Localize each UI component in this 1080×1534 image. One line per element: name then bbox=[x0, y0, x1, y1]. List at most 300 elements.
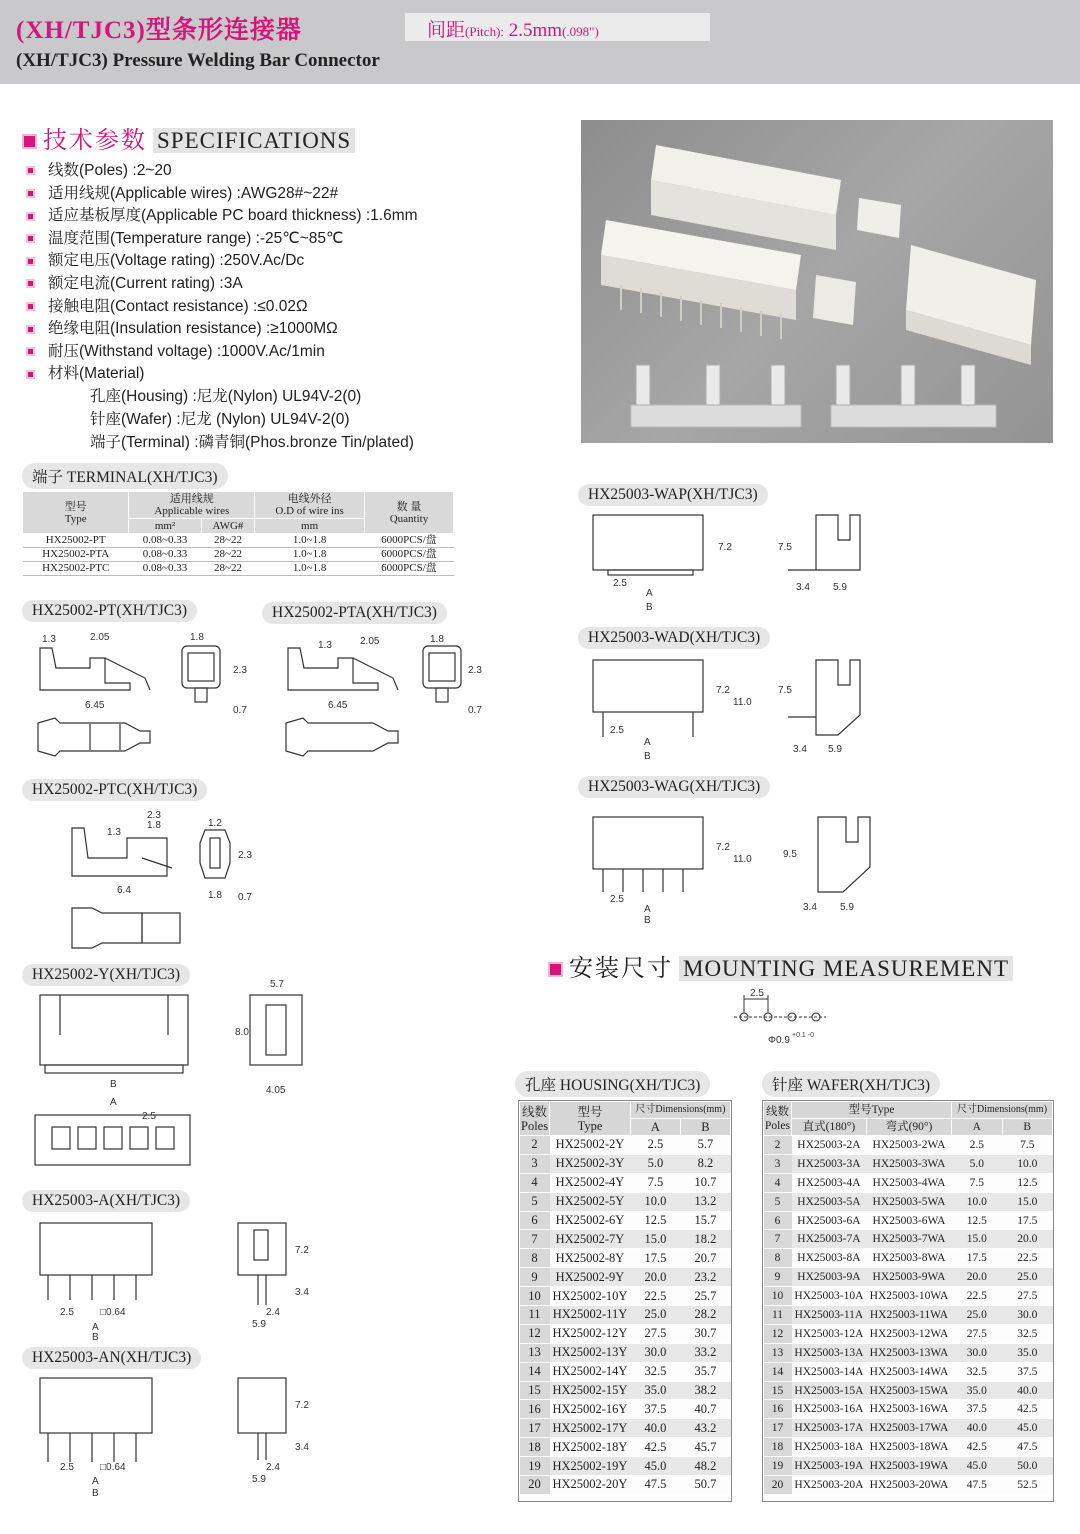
table-cell: 6 bbox=[764, 1211, 792, 1230]
h-th-poles bbox=[520, 1102, 550, 1136]
table-row bbox=[520, 1306, 731, 1325]
spec-item bbox=[26, 226, 343, 248]
table-row bbox=[520, 1400, 731, 1419]
table-row bbox=[520, 1457, 731, 1476]
h-th-dim: 尺寸Dimensions(mm) bbox=[630, 1102, 730, 1119]
dim-pt-13: 1.3 bbox=[42, 634, 56, 645]
bullet-icon bbox=[26, 189, 35, 198]
dim-y-57: 5.7 bbox=[270, 979, 284, 990]
dim-pt-645: 6.45 bbox=[85, 700, 105, 711]
housing-table-frame bbox=[518, 1100, 732, 1502]
spec-text: 绝缘电阻(Insulation resistance) :≥1000MΩ bbox=[48, 320, 338, 338]
bullet-square-icon bbox=[548, 962, 563, 977]
table-row bbox=[764, 1287, 1053, 1306]
table-cell: 17.5 bbox=[630, 1249, 680, 1268]
table-cell: HX25002-19Y bbox=[550, 1457, 631, 1476]
table-cell: HX25003-14WA bbox=[866, 1362, 951, 1381]
table-cell: 3 bbox=[520, 1154, 550, 1173]
table-cell: 6 bbox=[520, 1211, 550, 1230]
table-row bbox=[764, 1457, 1053, 1476]
dim-ptc-18b: 1.8 bbox=[208, 890, 222, 901]
th-mm: mm bbox=[255, 519, 365, 534]
dim-wad-A: A bbox=[644, 737, 651, 748]
table-cell: 5 bbox=[764, 1192, 792, 1211]
table-cell: HX25002-2Y bbox=[550, 1136, 631, 1155]
table-cell: 13 bbox=[764, 1343, 792, 1362]
drawing-an bbox=[30, 1372, 320, 1502]
bullet-icon bbox=[26, 347, 35, 356]
spec-item bbox=[26, 361, 144, 383]
table-cell: HX25003-13A bbox=[792, 1343, 867, 1362]
table-cell: 32.5 bbox=[1002, 1324, 1052, 1343]
material-housing: 孔座(Housing) :尼龙(Nylon) UL94V-2(0) bbox=[90, 388, 362, 405]
dim-pt-23: 2.3 bbox=[233, 665, 247, 676]
w-th-straight: 直式(180°) bbox=[792, 1119, 867, 1136]
table-cell: 9 bbox=[764, 1268, 792, 1287]
wafer-table-frame bbox=[762, 1100, 1054, 1502]
table-cell: 2 bbox=[764, 1136, 792, 1155]
mount-pitch: 2.5 bbox=[750, 988, 764, 999]
table-cell: 23.2 bbox=[680, 1268, 730, 1287]
table-cell: 14 bbox=[764, 1362, 792, 1381]
table-cell: 28.2 bbox=[680, 1306, 730, 1325]
material-wafer: 针座(Wafer) :尼龙 (Nylon) UL94V-2(0) bbox=[90, 411, 350, 428]
table-cell: 13.2 bbox=[680, 1192, 730, 1211]
table-cell: 37.5 bbox=[952, 1400, 1002, 1419]
specs-title-en: SPECIFICATIONS bbox=[153, 128, 355, 153]
table-cell: 18.2 bbox=[680, 1230, 730, 1249]
table-cell: 13 bbox=[520, 1343, 550, 1362]
mounting-title-en: MOUNTING MEASUREMENT bbox=[679, 956, 1013, 981]
spec-text: 适用线规(Applicable wires) :AWG28#~22# bbox=[48, 184, 339, 202]
table-cell: HX25003-18WA bbox=[866, 1438, 951, 1457]
table-cell: 28~22 bbox=[201, 562, 255, 576]
table-cell: 1.0~1.8 bbox=[255, 548, 365, 562]
table-cell: HX25002-12Y bbox=[550, 1324, 631, 1343]
table-cell: 25.0 bbox=[1002, 1268, 1052, 1287]
dim-a-34: 3.4 bbox=[295, 1287, 309, 1298]
table-cell: 15.0 bbox=[1002, 1192, 1052, 1211]
table-cell: HX25003-14A bbox=[792, 1362, 867, 1381]
label-an: HX25003-AN(XH/TJC3) bbox=[22, 1347, 201, 1369]
dim-wag-72: 7.2 bbox=[716, 842, 730, 853]
h-th-type bbox=[550, 1102, 631, 1136]
dim-an-59: 5.9 bbox=[252, 1474, 266, 1485]
table-cell: 47.5 bbox=[1002, 1438, 1052, 1457]
table-cell: 6000PCS/盘 bbox=[364, 534, 453, 548]
bullet-icon bbox=[26, 325, 35, 334]
table-cell: 20 bbox=[520, 1476, 550, 1495]
table-cell: HX25003-8WA bbox=[866, 1249, 951, 1268]
mounting-heading bbox=[548, 948, 1013, 983]
table-cell: HX25003-17A bbox=[792, 1419, 867, 1438]
bullet-square-icon bbox=[22, 134, 37, 149]
table-cell: 7 bbox=[520, 1230, 550, 1249]
table-cell: HX25003-10WA bbox=[866, 1287, 951, 1306]
mounting-title-cn: 安装尺寸 bbox=[569, 955, 673, 982]
table-row bbox=[764, 1362, 1053, 1381]
table-cell: 10.0 bbox=[1002, 1154, 1052, 1173]
table-cell: HX25002-16Y bbox=[550, 1400, 631, 1419]
table-cell: 12 bbox=[520, 1324, 550, 1343]
wafer-table bbox=[763, 1101, 1053, 1495]
bullet-icon bbox=[26, 234, 35, 243]
pitch-label-en: (Pitch): bbox=[465, 24, 505, 39]
table-row bbox=[520, 1381, 731, 1400]
table-cell: 42.5 bbox=[952, 1438, 1002, 1457]
table-cell: HX25003-20WA bbox=[866, 1476, 951, 1495]
table-cell: 11 bbox=[520, 1306, 550, 1325]
th-type-en: Type bbox=[64, 512, 87, 525]
table-cell: HX25002-4Y bbox=[550, 1173, 631, 1192]
dim-a-064: □0.64 bbox=[100, 1307, 126, 1318]
table-cell: 27.5 bbox=[1002, 1287, 1052, 1306]
table-cell: 40.0 bbox=[952, 1419, 1002, 1438]
table-row bbox=[23, 534, 454, 548]
table-cell: 22.5 bbox=[952, 1287, 1002, 1306]
table-cell: HX25003-19WA bbox=[866, 1457, 951, 1476]
th-qty-cn: 数 量 bbox=[396, 500, 422, 513]
dim-y-25: 2.5 bbox=[142, 1111, 156, 1122]
table-cell: 50.0 bbox=[1002, 1457, 1052, 1476]
dim-wad-59: 5.9 bbox=[828, 744, 842, 755]
th-wires bbox=[129, 492, 255, 519]
table-row bbox=[520, 1324, 731, 1343]
spec-item bbox=[26, 248, 304, 270]
table-cell: 27.5 bbox=[952, 1324, 1002, 1343]
table-cell: HX25002-10Y bbox=[550, 1287, 631, 1306]
table-cell: 17 bbox=[520, 1419, 550, 1438]
table-cell: 2.5 bbox=[630, 1136, 680, 1155]
table-cell: 30.0 bbox=[630, 1343, 680, 1362]
pitch-value: 2.5mm bbox=[508, 20, 563, 41]
table-cell: 28~22 bbox=[201, 534, 255, 548]
label-wag: HX25003-WAG(XH/TJC3) bbox=[578, 776, 770, 798]
table-cell: 20.0 bbox=[952, 1268, 1002, 1287]
specs-title-cn: 技术参数 bbox=[43, 127, 147, 154]
drawing-pta bbox=[278, 628, 488, 778]
pitch-inch: (.098") bbox=[562, 24, 599, 39]
bullet-icon bbox=[26, 212, 35, 221]
dim-pt-205: 2.05 bbox=[90, 632, 110, 643]
table-cell: 6000PCS/盘 bbox=[364, 548, 453, 562]
dim-an-064: □0.64 bbox=[100, 1462, 126, 1473]
dim-y-B: B bbox=[110, 1079, 117, 1090]
table-cell: 33.2 bbox=[680, 1343, 730, 1362]
table-cell: 17.5 bbox=[952, 1249, 1002, 1268]
table-cell: HX25003-19A bbox=[792, 1457, 867, 1476]
dim-wap-59: 5.9 bbox=[833, 582, 847, 593]
dim-a-59: 5.9 bbox=[252, 1319, 266, 1330]
table-row bbox=[520, 1211, 731, 1230]
w-th-bent: 弯式(90°) bbox=[866, 1119, 951, 1136]
dim-an-24: 2.4 bbox=[266, 1462, 280, 1473]
th-wires-en: Applicable wires bbox=[154, 505, 230, 517]
page-title-cn: (XH/TJC3)型条形连接器 bbox=[16, 17, 302, 44]
table-cell: HX25003-18A bbox=[792, 1438, 867, 1457]
table-cell: HX25003-16A bbox=[792, 1400, 867, 1419]
table-cell: HX25003-3WA bbox=[866, 1154, 951, 1173]
label-wap: HX25003-WAP(XH/TJC3) bbox=[578, 484, 768, 506]
table-cell: 8 bbox=[764, 1249, 792, 1268]
table-cell: HX25002-8Y bbox=[550, 1249, 631, 1268]
table-row bbox=[764, 1154, 1053, 1173]
table-cell: 9 bbox=[520, 1268, 550, 1287]
dim-pta-07: 0.7 bbox=[468, 705, 482, 716]
spec-item bbox=[26, 203, 418, 225]
dim-wag-34: 3.4 bbox=[803, 902, 817, 913]
w-th-dim: 尺寸Dimensions(mm) bbox=[952, 1102, 1053, 1119]
table-cell: 30.0 bbox=[952, 1343, 1002, 1362]
table-row bbox=[520, 1362, 731, 1381]
dim-an-25: 2.5 bbox=[60, 1462, 74, 1473]
w-th-poles-cn: 线数 bbox=[766, 1105, 789, 1118]
specs-heading bbox=[22, 120, 355, 155]
spec-item bbox=[26, 339, 325, 361]
table-row bbox=[520, 1268, 731, 1287]
table-cell: 37.5 bbox=[630, 1400, 680, 1419]
spec-item bbox=[26, 316, 338, 338]
table-cell: 1.0~1.8 bbox=[255, 534, 365, 548]
table-row bbox=[764, 1438, 1053, 1457]
label-pta: HX25002-PTA(XH/TJC3) bbox=[262, 602, 447, 624]
th-wires-cn: 适用线规 bbox=[169, 493, 214, 505]
terminal-table bbox=[22, 491, 454, 576]
dim-pta-205: 2.05 bbox=[360, 636, 380, 647]
table-row bbox=[764, 1400, 1053, 1419]
table-cell: 11 bbox=[764, 1306, 792, 1325]
table-row bbox=[520, 1419, 731, 1438]
product-photo bbox=[581, 120, 1053, 443]
table-row bbox=[520, 1343, 731, 1362]
table-cell: HX25002-PT bbox=[23, 534, 129, 548]
label-a: HX25003-A(XH/TJC3) bbox=[22, 1190, 190, 1212]
table-cell: 7.5 bbox=[1002, 1136, 1052, 1155]
table-row bbox=[764, 1136, 1053, 1155]
mount-tolerance: +0.1 -0 bbox=[792, 1032, 814, 1039]
dim-pta-23: 2.3 bbox=[468, 665, 482, 676]
table-row bbox=[764, 1381, 1053, 1400]
table-cell: 0.08~0.33 bbox=[129, 534, 201, 548]
table-cell: 35.0 bbox=[630, 1381, 680, 1400]
dim-pta-645: 6.45 bbox=[328, 700, 348, 711]
h-th-A: A bbox=[630, 1119, 680, 1136]
dim-wag-95: 9.5 bbox=[783, 849, 797, 860]
dim-pt-07: 0.7 bbox=[233, 705, 247, 716]
dim-wag-A: A bbox=[644, 904, 651, 915]
table-row bbox=[764, 1173, 1053, 1192]
table-cell: HX25003-15WA bbox=[866, 1381, 951, 1400]
table-cell: HX25003-2WA bbox=[866, 1136, 951, 1155]
dim-an-B: B bbox=[92, 1488, 99, 1499]
dim-y-A: A bbox=[110, 1097, 117, 1108]
table-cell: HX25003-6WA bbox=[866, 1211, 951, 1230]
table-cell: 40.0 bbox=[630, 1419, 680, 1438]
table-cell: 25.0 bbox=[630, 1306, 680, 1325]
dim-a-A: A bbox=[92, 1322, 99, 1333]
table-row bbox=[520, 1173, 731, 1192]
table-cell: HX25002-17Y bbox=[550, 1419, 631, 1438]
w-th-A: A bbox=[952, 1119, 1002, 1136]
table-cell: 14 bbox=[520, 1362, 550, 1381]
table-cell: 15 bbox=[764, 1381, 792, 1400]
table-row bbox=[764, 1211, 1053, 1230]
dim-wap-72: 7.2 bbox=[718, 542, 732, 553]
table-row bbox=[764, 1419, 1053, 1438]
dim-wap-A: A bbox=[646, 588, 653, 599]
table-cell: 47.5 bbox=[630, 1476, 680, 1495]
dim-ptc-12: 1.2 bbox=[208, 818, 222, 829]
dim-ptc-64: 6.4 bbox=[117, 885, 131, 896]
table-cell: 20.7 bbox=[680, 1249, 730, 1268]
table-cell: 18 bbox=[520, 1438, 550, 1457]
table-cell: 10.7 bbox=[680, 1173, 730, 1192]
w-th-type: 型号Type bbox=[792, 1102, 952, 1119]
table-cell: 2.5 bbox=[952, 1136, 1002, 1155]
table-cell: 25.7 bbox=[680, 1287, 730, 1306]
table-cell: HX25003-5A bbox=[792, 1192, 867, 1211]
h-th-poles-en: Poles bbox=[521, 1118, 549, 1133]
housing-table-body bbox=[520, 1136, 731, 1495]
table-cell: 45.0 bbox=[952, 1457, 1002, 1476]
dim-wag-B: B bbox=[644, 915, 651, 926]
spec-text: 耐压(Withstand voltage) :1000V.Ac/1min bbox=[48, 342, 325, 360]
label-wad: HX25003-WAD(XH/TJC3) bbox=[578, 627, 770, 649]
spec-item bbox=[26, 181, 338, 203]
spec-text: 材料(Material) bbox=[48, 365, 145, 383]
dim-wap-B: B bbox=[646, 602, 653, 613]
table-row bbox=[520, 1438, 731, 1457]
table-cell: 20 bbox=[764, 1476, 792, 1495]
connector-photo-illustration bbox=[581, 120, 1053, 443]
dim-a-72: 7.2 bbox=[295, 1245, 309, 1256]
drawing-y bbox=[30, 975, 320, 1185]
w-th-poles-en: Poles bbox=[765, 1119, 790, 1132]
table-cell: 37.5 bbox=[1002, 1362, 1052, 1381]
table-row bbox=[764, 1343, 1053, 1362]
table-cell: 0.08~0.33 bbox=[129, 562, 201, 576]
th-mm2: mm² bbox=[129, 519, 201, 534]
dim-pt-18: 1.8 bbox=[190, 632, 204, 643]
th-od bbox=[255, 492, 365, 519]
dim-an-34: 3.4 bbox=[295, 1442, 309, 1453]
dim-ptc-07: 0.7 bbox=[238, 892, 252, 903]
table-row bbox=[764, 1476, 1053, 1495]
table-cell: 48.2 bbox=[680, 1457, 730, 1476]
table-cell: HX25002-20Y bbox=[550, 1476, 631, 1495]
th-type bbox=[23, 492, 129, 534]
dim-an-72: 7.2 bbox=[295, 1400, 309, 1411]
table-cell: 32.5 bbox=[952, 1362, 1002, 1381]
dim-an-A: A bbox=[92, 1476, 99, 1487]
table-cell: HX25003-12WA bbox=[866, 1324, 951, 1343]
table-cell: HX25003-2A bbox=[792, 1136, 867, 1155]
table-cell: HX25002-14Y bbox=[550, 1362, 631, 1381]
table-cell: HX25003-12A bbox=[792, 1324, 867, 1343]
table-cell: 8 bbox=[520, 1249, 550, 1268]
dim-pta-18: 1.8 bbox=[430, 634, 444, 645]
material-terminal: 端子(Terminal) :磷青铜(Phos.bronze Tin/plated) bbox=[90, 434, 414, 451]
table-cell: 7.5 bbox=[630, 1173, 680, 1192]
table-cell: 7.5 bbox=[952, 1173, 1002, 1192]
spec-text: 额定电流(Current rating) :3A bbox=[48, 275, 243, 292]
dim-a-24: 2.4 bbox=[266, 1307, 280, 1318]
table-cell: 30.0 bbox=[1002, 1306, 1052, 1325]
spec-item bbox=[26, 158, 172, 180]
th-awg: AWG# bbox=[201, 519, 255, 534]
table-row bbox=[520, 1136, 731, 1155]
table-cell: HX25002-9Y bbox=[550, 1268, 631, 1287]
table-row bbox=[520, 1230, 731, 1249]
table-row bbox=[764, 1306, 1053, 1325]
table-cell: 45.7 bbox=[680, 1438, 730, 1457]
terminal-table-body bbox=[23, 534, 454, 576]
table-cell: 38.2 bbox=[680, 1381, 730, 1400]
dim-wad-34: 3.4 bbox=[793, 744, 807, 755]
table-cell: 43.2 bbox=[680, 1419, 730, 1438]
bullet-icon bbox=[26, 257, 35, 266]
pitch-box bbox=[405, 13, 710, 41]
table-cell: HX25003-10A bbox=[792, 1287, 867, 1306]
table-cell: 5.0 bbox=[630, 1154, 680, 1173]
th-type-cn: 型号 bbox=[64, 500, 87, 513]
table-cell: HX25002-7Y bbox=[550, 1230, 631, 1249]
table-cell: 4 bbox=[764, 1173, 792, 1192]
table-cell: HX25003-11WA bbox=[866, 1306, 951, 1325]
dim-wad-B: B bbox=[644, 751, 651, 762]
table-cell: 12.5 bbox=[952, 1211, 1002, 1230]
table-cell: 16 bbox=[764, 1400, 792, 1419]
table-cell: 45.0 bbox=[1002, 1419, 1052, 1438]
dim-ptc-13: 1.3 bbox=[107, 827, 121, 838]
spec-item bbox=[26, 271, 243, 293]
spec-text: 线数(Poles) :2~20 bbox=[48, 162, 172, 179]
dim-ptc-18a: 1.8 bbox=[147, 820, 161, 831]
spec-text: 适应基板厚度(Applicable PC board thickness) :1.6mm bbox=[48, 207, 418, 225]
table-cell: 27.5 bbox=[630, 1324, 680, 1343]
table-cell: 3 bbox=[764, 1154, 792, 1173]
table-cell: HX25003-6A bbox=[792, 1211, 867, 1230]
table-cell: 25.0 bbox=[952, 1306, 1002, 1325]
table-row bbox=[764, 1324, 1053, 1343]
dim-wap-75: 7.5 bbox=[778, 542, 792, 553]
table-cell: 35.0 bbox=[952, 1381, 1002, 1400]
housing-label: 孔座 HOUSING(XH/TJC3) bbox=[515, 1071, 710, 1097]
table-cell: 28~22 bbox=[201, 548, 255, 562]
table-cell: 7 bbox=[764, 1230, 792, 1249]
table-cell: HX25003-3A bbox=[792, 1154, 867, 1173]
table-cell: 10 bbox=[520, 1287, 550, 1306]
spec-text: 接触电阻(Contact resistance) :≤0.02Ω bbox=[48, 297, 308, 315]
th-qty bbox=[364, 492, 453, 534]
mount-hole-dia: Φ0.9 bbox=[768, 1035, 790, 1046]
table-row bbox=[764, 1192, 1053, 1211]
table-cell: HX25003-20A bbox=[792, 1476, 867, 1495]
mounting-hole-drawing bbox=[730, 985, 840, 1055]
label-y: HX25002-Y(XH/TJC3) bbox=[22, 964, 190, 986]
table-cell: 16 bbox=[520, 1400, 550, 1419]
table-cell: HX25003-7A bbox=[792, 1230, 867, 1249]
table-cell: HX25003-11A bbox=[792, 1306, 867, 1325]
dim-wap-25: 2.5 bbox=[613, 578, 627, 589]
table-cell: HX25003-9WA bbox=[866, 1268, 951, 1287]
table-row bbox=[23, 548, 454, 562]
label-ptc: HX25002-PTC(XH/TJC3) bbox=[22, 779, 207, 801]
w-th-B: B bbox=[1002, 1119, 1052, 1136]
table-cell: 19 bbox=[764, 1457, 792, 1476]
table-cell: 22.5 bbox=[630, 1287, 680, 1306]
table-cell: HX25002-6Y bbox=[550, 1211, 631, 1230]
